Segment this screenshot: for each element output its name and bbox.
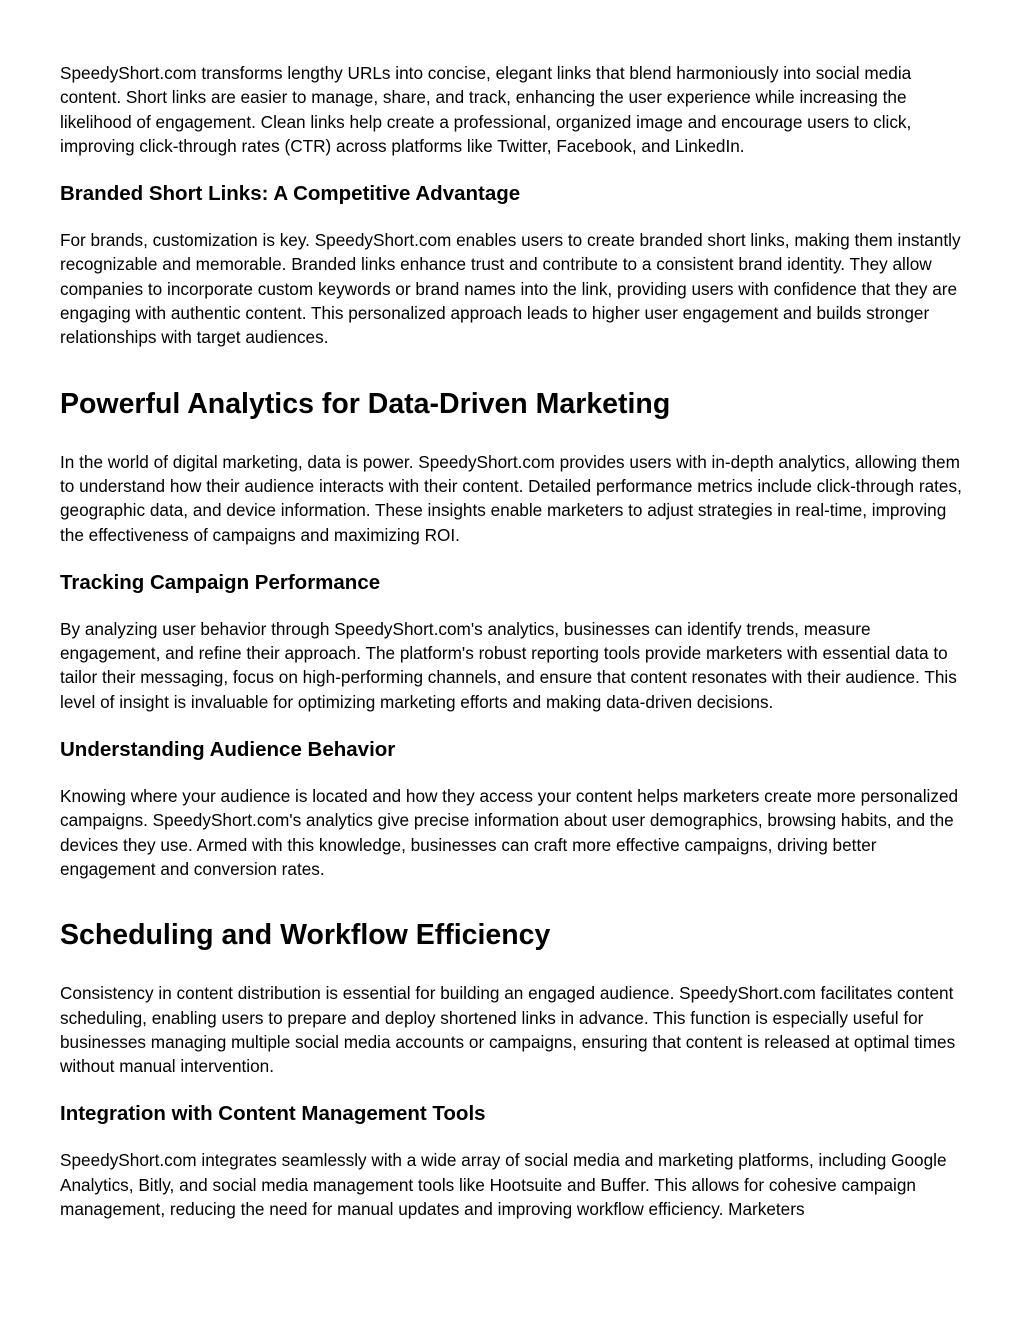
analytics-heading: Powerful Analytics for Data-Driven Marketing — [60, 387, 671, 420]
tracking-heading: Tracking Campaign Performance — [60, 570, 381, 594]
scheduling-heading: Scheduling and Workflow Efficiency — [60, 919, 551, 952]
scheduling-paragraph: Consistency in content distribution is essential for building an engaged audience. SpeedyShort.com facilitates content scheduling, enabling users to prepare and deploy shortened links in advance. This function is especially useful for businesses managing multiple social media accounts or campaigns, ensuring that content is released at optimal times without manual intervention. — [60, 983, 956, 1077]
analytics-paragraph: In the world of digital marketing, data is power. SpeedyShort.com provides users with in-depth analytics, allowing them to understand how their audience interacts with their content. Detailed performance metrics include click-through rates, geographic data, and device information. These insights enable marketers to adjust strategies in real-time, improving the effectiveness of campaigns and maximizing ROI. — [60, 451, 962, 545]
audience-heading: Understanding Audience Behavior — [60, 738, 396, 762]
integration-paragraph: SpeedyShort.com integrates seamlessly with a wide array of social media and marketing platforms, including Google Analytics, Bitly, and social media management tools like Hootsuite and Buffer. This allows for cohesive campaign management, reducing the need for manual updates and improving workflow efficiency. Marketers — [60, 1150, 947, 1220]
tracking-paragraph: By analyzing user behavior through SpeedyShort.com's analytics, businesses can identify trends, measure engagement, and refine their approach. The platform's robust reporting tools provide marketers with essential data to tailor their messaging, focus on high-performing channels, and ensure that content resonates with their audience. This level of insight is invaluable for optimizing marketing efforts and making data-driven decisions. — [60, 618, 957, 712]
branded-links-heading: Branded Short Links: A Competitive Advantage — [60, 182, 521, 206]
integration-heading: Integration with Content Management Tools — [60, 1102, 486, 1126]
intro-paragraph: SpeedyShort.com transforms lengthy URLs into concise, elegant links that blend harmoniously into social media content. Short links are easier to manage, share, and track, enhancing the user experience while increasing the likelihood of engagement. Clean links help create a professional, organized image and encourage users to click, improving click-through rates (CTR) across platforms like Twitter, Facebook, and LinkedIn. — [60, 63, 912, 156]
branded-links-paragraph: For brands, customization is key. SpeedyShort.com enables users to create branded short links, making them instantly recognizable and memorable. Branded links enhance trust and contribute to a consistent brand identity. They allow companies to incorporate custom keywords or brand names into the link, providing users with confidence that they are engaging with authentic content. This personalized approach leads to higher user engagement and builds stronger relationships with target audiences. — [60, 230, 961, 348]
audience-paragraph: Knowing where your audience is located and how they access your content helps marketers create more personalized campaigns. SpeedyShort.com's analytics give precise information about user demographics, browsing habits, and the devices they use. Armed with this knowledge, businesses can craft more effective campaigns, driving better engagement and conversion rates. — [60, 786, 959, 879]
